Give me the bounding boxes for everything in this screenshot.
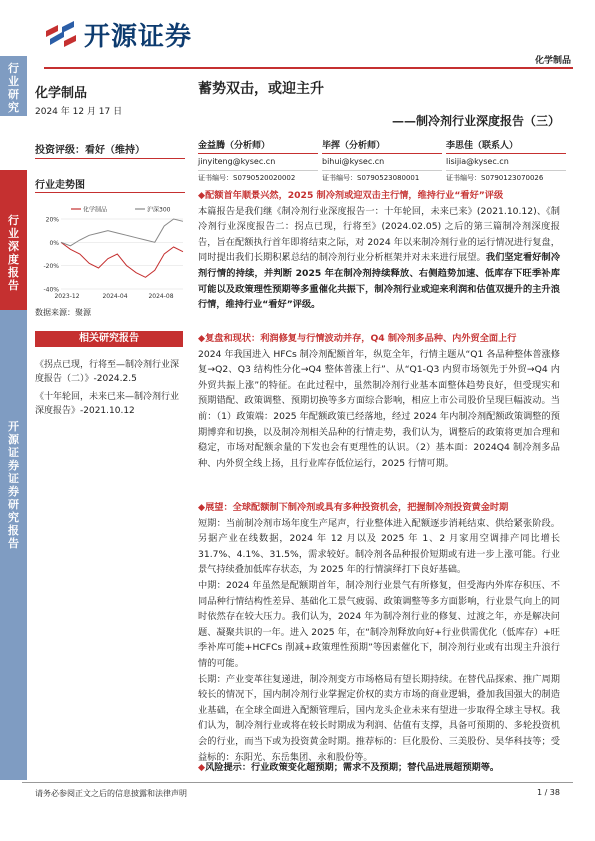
series-line bbox=[61, 219, 183, 246]
trend-chart bbox=[35, 203, 187, 307]
industry-name: 化学制品 bbox=[35, 86, 88, 101]
section-1-text: 本篇报告是我们继《制冷剂行业深度报告一：十年轮回，未来已来》(2021.10.12)、《制冷剂行业深度报告二：拐点已现，行将至》(2024.02.05) 之后的第三篇制冷剂深度报告，旨在配额执行首年即将结束之际，对 2024 年以来制冷剂行业的运行情况进行复盘，同时提出我们长期积累总结的制冷剂行业分析框架并对未来进行展望。 bbox=[198, 205, 560, 264]
x-tick-label: 2024-04 bbox=[102, 293, 128, 300]
section-3 bbox=[198, 500, 560, 765]
author-1 bbox=[198, 140, 318, 184]
author-license: 证书编号：S0790523080001 bbox=[322, 170, 442, 184]
logo bbox=[44, 16, 192, 53]
sidebar-block-3 bbox=[0, 310, 27, 780]
risk-section bbox=[198, 760, 560, 776]
related-report-2[interactable]: 《十年轮回，未来已来—制冷剂行业深度报告》-2021.10.12 bbox=[35, 392, 180, 416]
section-1-heading: 配额首年顺景兴然，2025 制冷剂或迎双击主行情，维持行业“看好”评级 bbox=[205, 190, 504, 201]
y-tick-label: -20% bbox=[43, 263, 59, 271]
author-2 bbox=[322, 140, 442, 184]
sidebar-block-2 bbox=[0, 170, 27, 310]
header-category: 化学制品 bbox=[534, 56, 571, 66]
section-3-heading: 展望：全球配额制下制冷剂或具有多种投资机会，把握制冷剂投资黄金时期 bbox=[205, 502, 509, 513]
author-license: 证书编号：S0790123070026 bbox=[446, 170, 566, 184]
author-email[interactable]: lisijia@kysec.cn bbox=[446, 157, 509, 166]
sidebar-block-1 bbox=[0, 56, 27, 116]
author-name: 毕挥（分析师） bbox=[322, 140, 442, 154]
author-3 bbox=[446, 140, 566, 184]
author-license: 证书编号：S0790520020002 bbox=[198, 170, 318, 184]
author-name: 李思佳（联系人） bbox=[446, 140, 566, 154]
left-divider bbox=[35, 158, 185, 159]
section-3-mid: 中期：2024 年虽然是配额期首年，制冷剂行业景气有所修复，但受海内外库存积压、不同品种行情结构性差异、基础化工景气疲弱、政策调整等多方面影响，行业景气向上的同时依然存在较大压力。我们认为，2024 年为制冷剂行业的修复、过渡之年，亦是解决问题、凝聚共识的一年。进入 2025 年，在“制冷剂释放向好+行业供需优化（低库存）+旺季补库可能+HCFCs 削减+政策理性预期”等因素催化下，制冷剂行业或有出现主升浪行情的可能。 bbox=[198, 579, 560, 669]
bullet-icon: ◆ bbox=[198, 190, 206, 201]
x-tick-label: 2023-12 bbox=[54, 293, 80, 300]
logo-icon bbox=[44, 21, 78, 49]
rating: 投资评级：看好（维持） bbox=[35, 145, 145, 156]
author-email[interactable]: bihui@kysec.cn bbox=[322, 157, 385, 166]
legend-label: 沪深300 bbox=[147, 206, 171, 214]
bullet-icon: ◆ bbox=[198, 762, 206, 773]
section-2-heading: 复盘和现状：利润修复与行情波动并存，Q4 制冷剂多品种、内外贸全面上行 bbox=[205, 333, 517, 344]
x-tick-label: 2024-08 bbox=[148, 293, 174, 300]
trend-divider bbox=[35, 192, 185, 193]
header-divider bbox=[44, 67, 573, 69]
report-subtitle: ——制冷剂行业深度报告（三） bbox=[391, 114, 560, 128]
section-2 bbox=[198, 331, 560, 471]
related-report-1[interactable]: 《拐点已现，行将至—制冷剂行业深度报告（二）》-2024.2.5 bbox=[35, 360, 180, 384]
section-1 bbox=[198, 188, 560, 313]
report-date: 2024 年 12 月 17 日 bbox=[35, 107, 123, 117]
section-2-text: 2024 年我国进入 HFCs 制冷剂配额首年，纵览全年，行情主题从“Q1 各品种整体普涨修复→Q2、Q3 结构性分化→Q4 整体普涨上行”、从“Q1-Q3 内贸市场领先于外贸→Q4 内外贸共振上涨”的特征。在此过程中，虽然制冷剂行业基本面整体趋势良好，但受现实和预期错配、政策调整、预期切换等多方面综合影响，相应上市公司股价呈现巨幅波动。当前：（1）政策端：2025 年配额政策已经落地，经过 2024 年内制冷剂配额政策调整的预期博弈和切换，以及制冷剂相关品种的行情走势，我们认为，调整后的政策将更加合理和稳定，市场对配额余量的下发也会有更理性的认识。（2）基本面：2024Q4 制冷剂多品种、内外贸全线上扬，且行业库存低位运行，2025 行情可期。 bbox=[198, 348, 560, 469]
bullet-icon: ◆ bbox=[198, 502, 206, 513]
page-number: 1 / 38 bbox=[536, 788, 560, 797]
author-email[interactable]: jinyiteng@kysec.cn bbox=[198, 157, 276, 166]
bullet-icon: ◆ bbox=[198, 333, 206, 344]
sidebar-text-3: 开源证券 证券研究报告 bbox=[8, 420, 19, 550]
section-3-long: 长期：产业变革往复递进，制冷剂变方市场格局有望长期持续。在替代品探索、推广周期较长的情况下，国内制冷剂行业掌握定价权的卖方市场的商业逻辑，叠加我国强大的制造业基础，在全球全面进入配额管理后，国内龙头企业未来有望进一步取得全球主导权。我们认为，制冷剂行业或将在较长时期成为利润、估值有支撑，具备可预期的、多轮投资机会的行业，而当下或为投资黄金时期。推荐标的：巨化股份、三美股份、昊华科技等；受益标的：东阳光、东岳集团、永和股份等。 bbox=[198, 673, 560, 763]
y-tick-label: -40% bbox=[43, 286, 59, 294]
footer-divider bbox=[22, 782, 573, 783]
risk-text: 风险提示：行业政策变化超预期；需求不及预期；替代品进展超预期等。 bbox=[205, 762, 500, 773]
author-name: 金益腾（分析师） bbox=[198, 140, 318, 154]
section-3-short: 短期：当前制冷剂市场年度生产尾声，行业整体进入配额逐步消耗结束、供给紧张阶段。另据产业在线数据，2024 年 12 月以及 2025 年 1、2 月家用空调排产同比增长 31.7%、4.1%、31.5%，需求较好。制冷剂各品种报价短期或有进一步上涨可能。行业景气持续叠加低库存状态，为 2025 年的行情演绎打下良好基础。 bbox=[198, 517, 560, 576]
logo-text: 开源证券 bbox=[84, 22, 193, 52]
section-1-bold: 我们坚定看好制冷剂行情的持续，并判断 2025 年在制冷剂持续释放、右侧趋势加速、低库存下旺季补库可能以及政策理性预期等多重催化共振下，制冷剂行业或迎来利润和估值双提升的主升浪行情，维持行业“看好”评级。 bbox=[198, 252, 561, 311]
related-reports-header: 相关研究报告 bbox=[35, 331, 183, 347]
legend-label: 化学制品 bbox=[83, 206, 108, 214]
y-tick-label: 0% bbox=[49, 239, 59, 247]
y-tick-label: 20% bbox=[45, 216, 59, 224]
report-title: 蓄势双击，或迎主升 bbox=[198, 81, 324, 97]
sidebar-text-2: 行业深度报告 bbox=[8, 214, 19, 292]
trend-label: 行业走势图 bbox=[35, 180, 85, 191]
data-source: 数据来源：聚源 bbox=[35, 308, 91, 317]
footer-disclaimer: 请务必参阅正文之后的信息披露和法律声明 bbox=[35, 789, 187, 798]
series-line bbox=[61, 242, 183, 277]
sidebar-text-1: 行业研究 bbox=[8, 62, 19, 114]
